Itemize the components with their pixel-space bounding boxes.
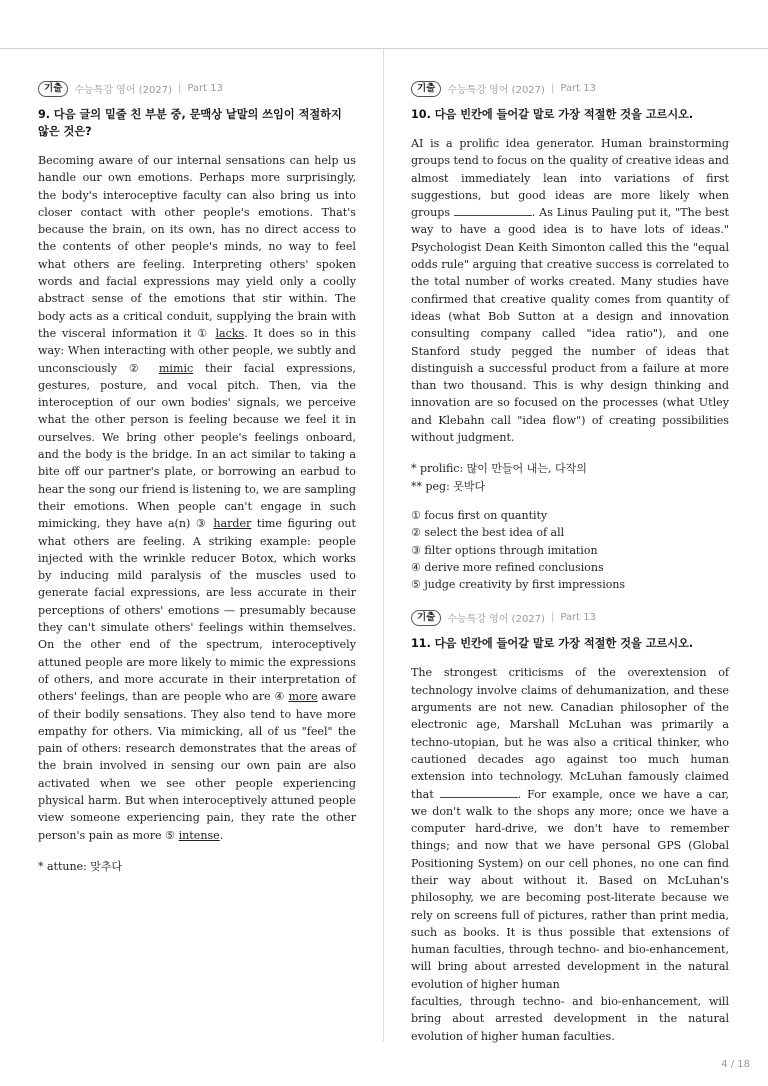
source-label: 수능특강 영어 (2027) — [447, 614, 545, 626]
footnote: * attune: 맞추다 — [38, 859, 123, 873]
part-label: Part 13 — [187, 83, 223, 94]
option-5[interactable]: ⑤ judge creativity by first impressions — [411, 578, 626, 592]
footnote: ** peg: 못박다 — [411, 479, 486, 493]
exam-tag: 기출 — [411, 610, 441, 626]
option-1[interactable]: ① focus first on quantity — [411, 508, 548, 522]
underlined-word-4: more — [288, 690, 318, 704]
column-divider — [383, 49, 384, 1042]
underlined-word-1: lacks — [215, 326, 245, 340]
exam-tag: 기출 — [38, 81, 68, 97]
question-9 — [38, 80, 356, 875]
question-title: 10. 다음 빈칸에 들어갈 말로 가장 적절한 것을 고르시오. — [411, 108, 694, 121]
question-title: 9. 다음 글의 밑줄 친 부분 중, 문맥상 낱말의 쓰임이 적절하지 않은 것은? — [38, 108, 342, 138]
passage-text: aware of their bodily sensations. They also tend to have more empathy for others. Via mimicking, all of us "feel" the pain of others: research demonstrates that the areas of the brain involved in sensing our own pain are also activated when we see other people experiencing physical harm. But when interoceptively attuned people view someone experiencing pain, they rate the other person's pain as more ⑤ — [38, 690, 357, 842]
passage-text: . For example, once we have a car, we don't walk to the shops any more; once we have a computer hard-drive, we don't have to remember things; and now that we have personal GPS (Global Positioning System) on our cell phones, no one can find their way about without it. Based on McLuhan's philosophy, we are becoming post-literate because we rely on screens full of pictures, rather than print media, such as books. It is thus possible that extensions of human faculties, through techno- and bio-enhancement, will bring about arrested development in the natural evolution of higher human — [411, 787, 729, 991]
exam-tag: 기출 — [411, 81, 441, 97]
underlined-word-2: mimic — [158, 361, 194, 375]
answer-options — [411, 507, 729, 593]
passage-text-continued: faculties, through techno- and bio-enhancement, will bring about arrested development in the natural evolution of higher human faculties. — [411, 995, 729, 1043]
passage-text: . It does so in this way: When interacting with other people, we subtly and unconsciously ② — [38, 326, 356, 375]
source-label: 수능특강 영어 (2027) — [74, 85, 172, 96]
option-3[interactable]: ③ filter options through imitation — [411, 543, 598, 557]
passage-text: . As Linus Pauling put it, "The best way to have a good idea is to have lots of ideas." Psychologist Dean Keith Simonton called this the "equal odds rule" arguing that creative success is correlated to the total number of works created. Many studies have confirmed that creative quality comes from quantity of ideas (what Bob Sutton at a design and innovation consulting company called "idea ratio"), and one Stanford study pegged the number of ideas that distinguish a successful product from a failure at more than two thousand. This is why design thinking and innovation are so focused on the processes (what Utley and Klebahn call "idea flow") of creating possibilities without judgment. — [411, 206, 729, 445]
underlined-word-3: harder — [213, 517, 252, 531]
option-4[interactable]: ④ derive more refined conclusions — [411, 560, 604, 574]
answer-blank — [440, 786, 518, 798]
passage-text: time figuring out what others are feeling. A striking example: people injected with the wrinkle reducer Botox, which works by inducing mild paralysis of the muscles used to generate facial expressions, are less accurate in their perceptions of others' emotions — presumably because they can't simulate others' feelings within themselves. On the other end of the spectrum, interoceptively attuned people are more likely to mimic the expressions of others, and more accurate in their interpretation of others' feelings, than are people who are ④ — [38, 517, 357, 704]
source-line — [38, 80, 356, 97]
separator: | — [550, 83, 555, 94]
passage — [38, 152, 356, 844]
source-line — [411, 609, 729, 626]
answer-blank — [454, 204, 532, 216]
passage-text: . — [219, 828, 224, 842]
header-rule — [0, 48, 768, 49]
footnotes — [411, 460, 729, 495]
option-2[interactable]: ② select the best idea of all — [411, 526, 565, 540]
passage-text: their facial expressions, gestures, posture, and vocal pitch. Then, via the interoception of our own bodies' signals, we perceive what the other person is feeling because we feel it in ourselves. We bring other people's feelings onboard, and the body is the bridge. In an act similar to taking a bite off our partner's plate, or borrowing an earbud to hear the song our friend is listening to, we are sampling their emotions. When people can't engage in such mimicking, they have a(n) ③ — [38, 361, 356, 531]
source-line — [411, 80, 729, 97]
footnote: * prolific: 많이 만들어 내는, 다작의 — [411, 462, 587, 476]
passage — [411, 135, 729, 446]
page-indicator: 4 / 18 — [721, 1059, 750, 1070]
passage-text: Becoming aware of our internal sensations can help us handle our own emotions. Perhaps more surprisingly, the body's interoceptive faculty can also bring us into closer contact with other people's emotions. That's because the brain, on its own, has no direct access to the contents of other people's minds, no way to feel what others are feeling. Interpreting others' spoken words and facial expressions may yield only a coolly abstract sense of the emotions that stir within. The body acts as a critical conduit, supplying the brain with the visceral information it ① — [38, 154, 356, 340]
underlined-word-5: intense — [178, 828, 220, 842]
passage-text: The strongest criticisms of the overextension of technology involve claims of dehumanization, and these arguments are not new. Canadian philosopher of the electronic age, Marshall McLuhan was primarily a techno-utopian, but he was also a critical thinker, who cautioned decades ago against too much human extension into technology. McLuhan famously claimed that — [411, 666, 729, 801]
passage — [411, 664, 729, 1045]
question-11 — [411, 609, 729, 1045]
separator: | — [177, 83, 182, 94]
part-label: Part 13 — [560, 612, 596, 624]
passage-text: AI is a prolific idea generator. Human brainstorming groups tend to focus on the quality of creative ideas and almost immediately lean into variations of first suggestions, but good ideas are more likely when groups — [411, 137, 729, 220]
question-title: 11. 다음 빈칸에 들어갈 말로 가장 적절한 것을 고르시오. — [411, 637, 694, 651]
right-column — [411, 80, 729, 1045]
source-label: 수능특강 영어 (2027) — [447, 85, 545, 96]
question-10 — [411, 80, 729, 593]
separator: | — [550, 612, 555, 624]
part-label: Part 13 — [560, 83, 596, 94]
